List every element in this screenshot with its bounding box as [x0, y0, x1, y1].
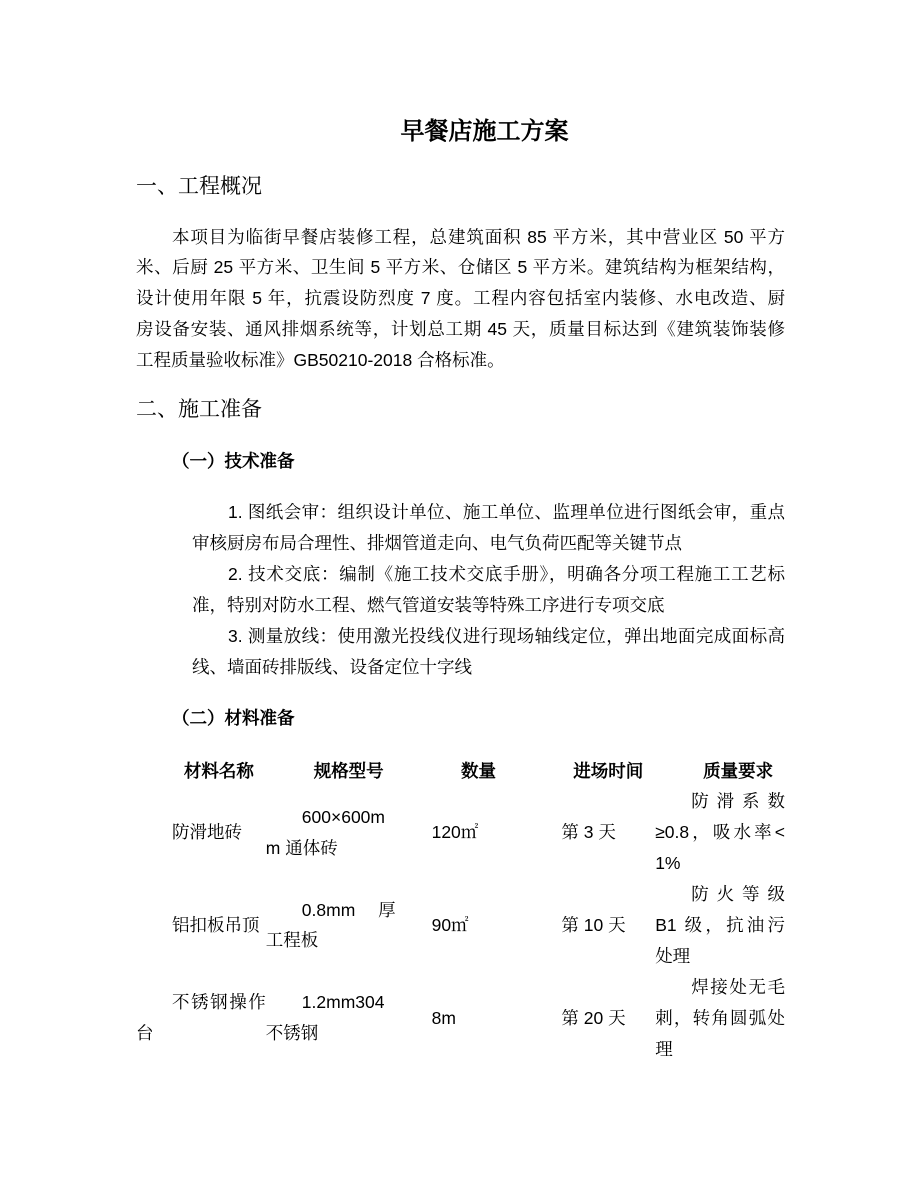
cell-arrival — [525, 786, 655, 879]
document-title: 早餐店施工方案 — [400, 118, 569, 145]
cell-line: 台 — [136, 1023, 154, 1044]
cell-line: 0.8mm 厚 — [301, 899, 396, 920]
cell-quantity — [396, 972, 526, 1065]
materials-table — [136, 756, 785, 1065]
list-item-line: 审核厨房布局合理性、排烟管道走向、电气负荷匹配等关键节点 — [192, 532, 682, 553]
technical-items-list — [192, 497, 785, 684]
cell-line: 1.2mm304 — [301, 992, 385, 1013]
cell-line: 理 — [655, 1038, 673, 1059]
cell-line: 90㎡ — [431, 915, 469, 936]
cell-line: 120㎡ — [431, 822, 479, 843]
subsection-heading-materials: （二）材料准备 — [172, 707, 295, 728]
paragraph-line: 本项目为临街早餐店装修工程，总建筑面积 85 平方米，其中营业区 50 平方 — [172, 226, 785, 247]
cell-line: 处理 — [655, 945, 691, 966]
cell-line: B1 级，抗油污 — [655, 915, 785, 936]
cell-material-name — [136, 879, 266, 972]
cell-line: m 通体砖 — [265, 837, 338, 858]
list-item-line: 线、墙面砖排版线、设备定位十字线 — [192, 656, 472, 677]
cell-line: 工程板 — [265, 930, 319, 951]
column-header-arrival: 进场时间 — [573, 760, 644, 781]
paragraph-line: 房设备安装、通风排烟系统等，计划总工期 45 天，质量目标达到《建筑装饰装修 — [136, 318, 785, 339]
cell-quality — [655, 786, 785, 879]
column-header-spec: 规格型号 — [313, 760, 384, 781]
section-heading-overview: 一、工程概况 — [136, 174, 262, 198]
cell-line: 焊接处无毛 — [691, 976, 785, 997]
list-item-line: 2. 技术交底：编制《施工技术交底手册》，明确各分项工程施工工艺标 — [228, 563, 785, 584]
cell-line: 铝扣板吊顶 — [172, 915, 260, 936]
list-item-line: 准，特别对防水工程、燃气管道安装等特殊工序进行专项交底 — [192, 594, 665, 615]
cell-material-name — [136, 786, 266, 879]
cell-line: 600×600m — [301, 806, 385, 827]
table-header-row — [136, 756, 785, 787]
cell-spec — [266, 786, 396, 879]
list-item — [192, 497, 785, 559]
column-header-quality: 质量要求 — [703, 760, 774, 781]
cell-line: 防滑系数 — [691, 791, 785, 812]
cell-line: 不锈钢操作 — [172, 992, 266, 1013]
list-item — [192, 621, 785, 683]
list-item — [192, 559, 785, 621]
cell-line: 第 10 天 — [561, 915, 626, 936]
cell-quantity — [396, 786, 526, 879]
cell-quality — [655, 972, 785, 1065]
subsection-heading-technical: （一）技术准备 — [172, 450, 295, 471]
cell-arrival — [525, 972, 655, 1065]
cell-spec — [266, 972, 396, 1065]
list-item-line: 1. 图纸会审：组织设计单位、施工单位、监理单位进行图纸会审，重点 — [228, 501, 785, 522]
cell-line: 第 20 天 — [561, 1007, 626, 1028]
table-row — [136, 972, 785, 1065]
cell-line: 刺，转角圆弧处 — [655, 1007, 785, 1028]
cell-line: 第 3 天 — [561, 822, 616, 843]
cell-spec — [266, 879, 396, 972]
cell-quality — [655, 879, 785, 972]
list-item-line: 3. 测量放线：使用激光投线仪进行现场轴线定位，弹出地面完成面标高 — [228, 625, 785, 646]
paragraph-line: 设计使用年限 5 年，抗震设防烈度 7 度。工程内容包括室内装修、水电改造、厨 — [136, 288, 785, 309]
cell-quantity — [396, 879, 526, 972]
cell-line: 不锈钢 — [265, 1023, 319, 1044]
cell-line: 防滑地砖 — [172, 822, 242, 843]
column-header-quantity: 数量 — [460, 760, 496, 781]
paragraph-line: 工程质量验收标准》GB50210-2018 合格标准。 — [136, 349, 505, 370]
table-row — [136, 786, 785, 879]
cell-material-name — [136, 972, 266, 1065]
column-header-material-name: 材料名称 — [183, 760, 254, 781]
cell-line: 防火等级 — [691, 884, 785, 905]
cell-line: 8m — [431, 1007, 456, 1028]
paragraph-line: 米、后厨 25 平方米、卫生间 5 平方米、仓储区 5 平方米。建筑结构为框架结构， — [136, 257, 785, 278]
table-row — [136, 879, 785, 972]
overview-paragraph — [136, 222, 785, 376]
cell-line: 1% — [655, 853, 681, 874]
section-heading-preparation: 二、施工准备 — [136, 397, 262, 421]
cell-line: ≥0.8，吸水率< — [655, 822, 785, 843]
cell-arrival — [525, 879, 655, 972]
